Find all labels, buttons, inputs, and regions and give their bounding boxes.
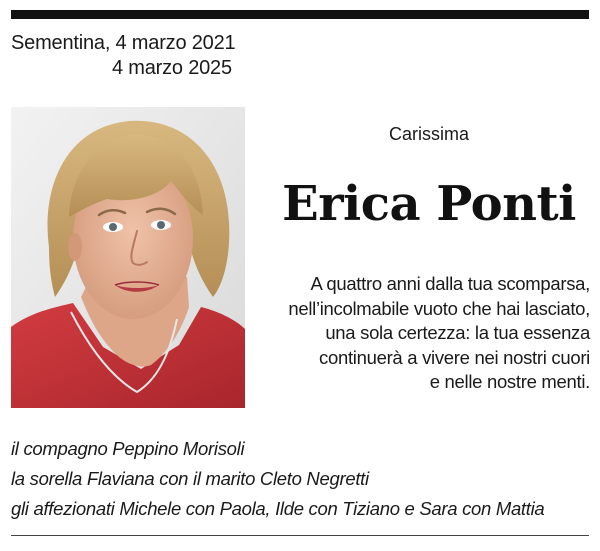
anniversary-date: 4 marzo 2025	[112, 57, 232, 79]
greeting: Carissima	[388, 124, 469, 144]
message-line: e nelle nostre menti.	[429, 371, 590, 392]
portrait-photo	[11, 107, 245, 408]
family-line: il compagno Peppino Morisoli	[11, 438, 245, 459]
bottom-rule	[11, 535, 589, 536]
message-line: nell’incolmabile vuoto che hai lasciato,	[288, 297, 590, 319]
family-line: la sorella Flaviana con il marito Cleto Negretti	[11, 468, 369, 489]
message-line: A quattro anni dalla tua scomparsa,	[310, 273, 590, 294]
place-and-date: Sementina, 4 marzo 2021	[11, 32, 236, 54]
family-list	[11, 434, 591, 524]
portrait-illustration	[11, 107, 245, 408]
family-line: gli affezionati Michele con Paola, Ilde con Tiziano e Sara con Mattia	[11, 498, 545, 519]
remembrance-message	[260, 272, 590, 395]
message-line: una sola certezza: la tua essenza	[325, 322, 590, 343]
deceased-name: Erica Ponti	[282, 176, 576, 232]
top-rule	[11, 10, 589, 19]
message-line: continuerà a vivere nei nostri cuori	[319, 346, 590, 368]
